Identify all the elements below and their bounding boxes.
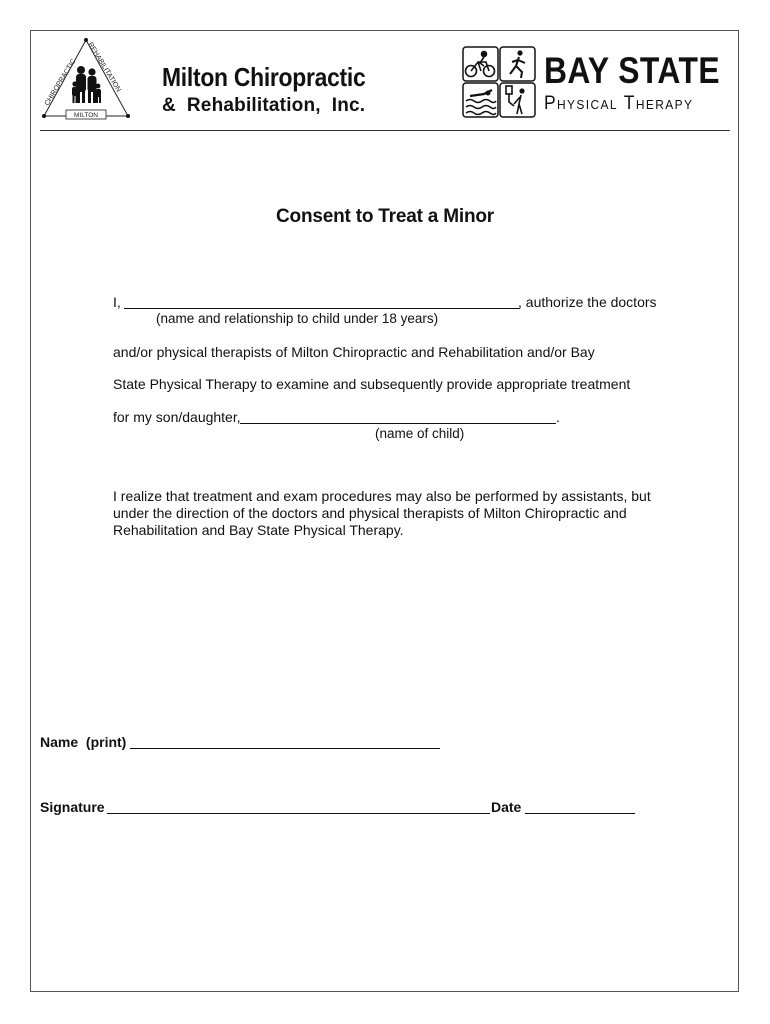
milton-title: Milton Chiropractic [162,62,366,92]
line1-prefix: I, [113,294,121,310]
name-print-field[interactable] [130,748,440,749]
line4-suffix: . [556,409,560,425]
date-field[interactable] [525,813,635,814]
signature-field[interactable] [107,813,490,814]
acknowledgement-paragraph: I realize that treatment and exam procedures may also be performed by assistants, but under the direction of the doctors and physical therapists of Milton Chiropractic and Rehabilitation and Bay State Physical Therapy. [113,488,651,538]
name-print-label: Name (print) [40,734,127,750]
baystate-subtitle: Physical Therapy [544,93,694,114]
baystate-icon-grid [462,46,536,118]
form-title: Consent to Treat a Minor [276,206,494,227]
milton-logo-arc-right: REHABILITATION [86,41,122,94]
child-name-hint: (name of child) [375,426,465,441]
consent-line-3: State Physical Therapy to examine and subsequently provide appropriate treatment [113,376,631,392]
milton-subtitle: & Rehabilitation, Inc. [162,95,366,116]
milton-logo-arc-left: CHIROPRACTIC [43,57,78,108]
baystate-title: BAY STATE [544,50,720,91]
date-label: Date [491,799,522,815]
child-name-field[interactable] [240,423,556,424]
milton-triangle-logo [36,36,136,124]
line4-prefix: for my son/daughter, [113,409,241,425]
guardian-name-field[interactable] [124,308,520,309]
consent-line-2: and/or physical therapists of Milton Chiropractic and Rehabilitation and/or Bay [113,344,595,360]
signature-label: Signature [40,799,105,815]
guardian-name-hint: (name and relationship to child under 18 years) [156,311,439,326]
header-divider [40,130,730,131]
line1-suffix: , authorize the doctors [518,294,657,310]
milton-logo-bottom-label: MILTON [74,112,98,119]
